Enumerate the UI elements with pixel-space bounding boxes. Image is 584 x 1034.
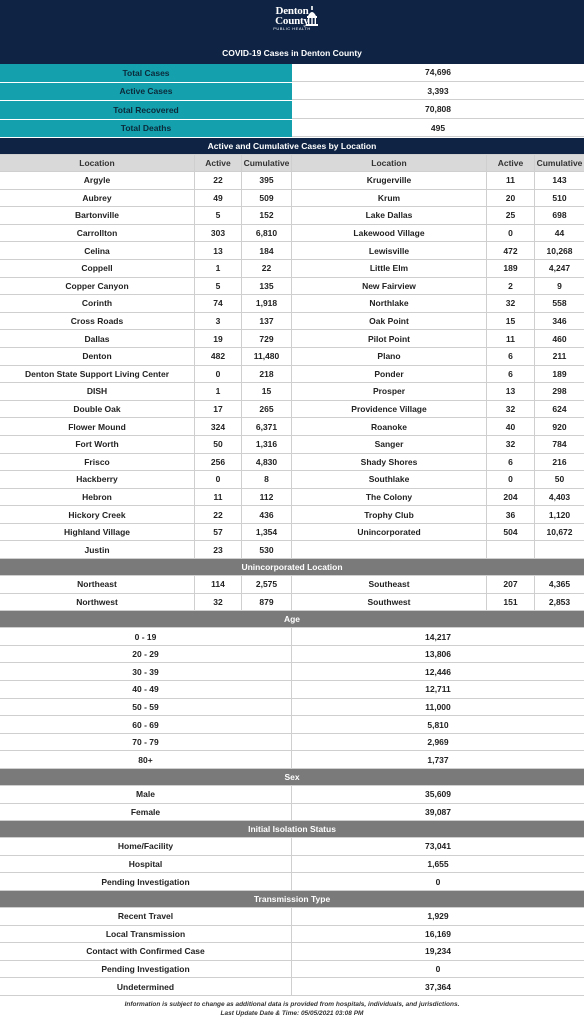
location-name: Coppell xyxy=(0,260,195,277)
cumulative-count: 8 xyxy=(242,471,292,488)
table-row xyxy=(0,295,584,313)
location-name: Little Elm xyxy=(292,260,487,277)
cumulative-count: 22 xyxy=(242,260,292,277)
cumulative-count: 879 xyxy=(242,594,292,611)
row-label: Local Transmission xyxy=(0,926,292,943)
cumulative-count: 189 xyxy=(552,368,567,379)
table-row xyxy=(0,401,584,419)
summary-label: Total Recovered xyxy=(0,101,292,119)
active-count: 13 xyxy=(487,383,535,400)
table-row xyxy=(0,856,584,874)
column-header: Cumulative xyxy=(242,155,292,171)
cumulative-count: 9 xyxy=(557,280,562,291)
row-value: 11,000 xyxy=(425,701,451,712)
active-count: 32 xyxy=(487,295,535,312)
summary-table xyxy=(0,64,584,138)
location-name: Unincorporated xyxy=(292,524,487,541)
table-row xyxy=(0,471,584,489)
cumulative-count: 509 xyxy=(242,190,292,207)
active-count: 472 xyxy=(487,242,535,259)
active-count: 36 xyxy=(487,506,535,523)
dashboard-header xyxy=(0,0,584,64)
summary-value: 74,696 xyxy=(292,64,584,82)
location-column-headers xyxy=(0,155,584,172)
cumulative-count xyxy=(535,541,584,558)
cumulative-count: 4,247 xyxy=(548,263,571,274)
cumulative-count: 4,365 xyxy=(548,579,571,590)
row-label: 20 - 29 xyxy=(0,646,292,663)
cumulative-count: 50 xyxy=(554,474,565,485)
location-name: Justin xyxy=(0,541,195,558)
location-name: DISH xyxy=(0,383,195,400)
page-title: COVID-19 Cases in Denton County xyxy=(222,48,362,58)
active-count: 2 xyxy=(487,278,535,295)
table-row xyxy=(0,961,584,979)
location-name: Highland Village xyxy=(0,524,195,541)
location-name: Sanger xyxy=(292,436,487,453)
cumulative-count: 729 xyxy=(242,330,292,347)
table-row xyxy=(0,663,584,681)
cumulative-count: 920 xyxy=(552,421,567,432)
column-header: Active xyxy=(195,155,242,171)
column-header: Cumulative xyxy=(536,158,583,168)
active-count: 0 xyxy=(195,366,242,383)
table-row xyxy=(0,242,584,260)
active-count: 3 xyxy=(195,313,242,330)
location-name: Krugerville xyxy=(292,172,487,189)
table-row xyxy=(0,943,584,961)
active-count: 11 xyxy=(195,489,242,506)
location-name: Aubrey xyxy=(0,190,195,207)
row-label: Home/Facility xyxy=(0,838,292,855)
table-row xyxy=(0,506,584,524)
cumulative-count: 1,354 xyxy=(242,524,292,541)
active-count: 74 xyxy=(195,295,242,312)
table-row xyxy=(0,594,584,612)
location-name: Krum xyxy=(292,190,487,207)
denton-county-logo xyxy=(0,6,584,31)
location-name: Pilot Point xyxy=(292,330,487,347)
cumulative-count: 218 xyxy=(242,366,292,383)
table-row xyxy=(0,313,584,331)
table-row xyxy=(0,541,584,559)
column-header: Location xyxy=(292,155,487,171)
row-label: Recent Travel xyxy=(0,908,292,925)
cumulative-count: 784 xyxy=(552,439,567,450)
active-count: 0 xyxy=(487,225,535,242)
cumulative-count: 4,830 xyxy=(242,454,292,471)
active-count: 32 xyxy=(487,401,535,418)
active-count: 11 xyxy=(487,172,535,189)
table-row xyxy=(0,873,584,891)
table-row xyxy=(0,330,584,348)
table-row xyxy=(0,576,584,594)
active-count: 5 xyxy=(195,278,242,295)
location-name: Cross Roads xyxy=(0,313,195,330)
active-count: 40 xyxy=(487,418,535,435)
location-name: Southwest xyxy=(292,594,487,611)
location-name xyxy=(292,541,487,558)
cumulative-count: 530 xyxy=(242,541,292,558)
row-value: 1,655 xyxy=(427,859,449,870)
active-count: 204 xyxy=(487,489,535,506)
active-count: 22 xyxy=(195,506,242,523)
active-count: 49 xyxy=(195,190,242,207)
row-value: 12,446 xyxy=(425,666,451,677)
summary-row xyxy=(0,101,584,120)
location-name: Hackberry xyxy=(0,471,195,488)
active-count: 19 xyxy=(195,330,242,347)
table-row xyxy=(0,838,584,856)
table-row xyxy=(0,172,584,190)
active-count: 32 xyxy=(195,594,242,611)
location-name: Copper Canyon xyxy=(0,278,195,295)
row-value: 5,810 xyxy=(427,719,449,730)
summary-row xyxy=(0,83,584,102)
location-name: Bartonville xyxy=(0,207,195,224)
section-heading-sex: Sex xyxy=(0,769,584,786)
location-table-body xyxy=(0,172,584,559)
active-count: 6 xyxy=(487,366,535,383)
summary-label: Total Deaths xyxy=(0,120,292,138)
footer-disclaimer: Information is subject to change as additional data is provided from hospitals, individuals, and jurisdictions. xyxy=(124,1000,460,1008)
summary-row xyxy=(0,120,584,139)
row-value: 13,806 xyxy=(425,649,451,660)
active-count: 324 xyxy=(195,418,242,435)
table-row xyxy=(0,734,584,752)
column-header: Active xyxy=(487,155,535,171)
section-heading-isolation: Initial Isolation Status xyxy=(0,821,584,838)
active-count: 6 xyxy=(487,454,535,471)
row-value: 0 xyxy=(435,964,441,975)
summary-value: 3,393 xyxy=(292,83,584,101)
row-label: Female xyxy=(0,804,292,821)
isolation-table-body xyxy=(0,838,584,891)
row-value: 16,169 xyxy=(425,928,451,939)
row-value: 73,041 xyxy=(425,841,451,852)
cumulative-count: 11,480 xyxy=(242,348,292,365)
cumulative-count: 10,672 xyxy=(546,527,573,538)
cumulative-count: 44 xyxy=(554,228,565,239)
cumulative-count: 698 xyxy=(552,210,567,221)
table-row xyxy=(0,260,584,278)
location-name: Northeast xyxy=(0,576,195,593)
location-name: Corinth xyxy=(0,295,195,312)
table-row xyxy=(0,278,584,296)
active-count: 114 xyxy=(195,576,242,593)
location-name: Plano xyxy=(292,348,487,365)
cumulative-count: 1,918 xyxy=(242,295,292,312)
table-row xyxy=(0,524,584,542)
cumulative-count: 143 xyxy=(552,175,567,186)
cumulative-count: 15 xyxy=(242,383,292,400)
row-label: 80+ xyxy=(0,751,292,768)
cumulative-count: 137 xyxy=(242,313,292,330)
table-row xyxy=(0,926,584,944)
location-name: Denton xyxy=(0,348,195,365)
active-count: 6 xyxy=(487,348,535,365)
sex-table-body xyxy=(0,786,584,821)
row-label: Contact with Confirmed Case xyxy=(0,943,292,960)
active-count xyxy=(487,541,535,558)
cumulative-count: 211 xyxy=(552,351,567,362)
location-name: Double Oak xyxy=(0,401,195,418)
cumulative-count: 112 xyxy=(242,489,292,506)
table-row xyxy=(0,366,584,384)
summary-label: Active Cases xyxy=(0,83,292,101)
table-row xyxy=(0,699,584,717)
location-name: Carrollton xyxy=(0,225,195,242)
table-row xyxy=(0,454,584,472)
location-name: Hebron xyxy=(0,489,195,506)
row-value: 1,929 xyxy=(427,911,449,922)
location-name: Providence Village xyxy=(292,401,487,418)
active-count: 20 xyxy=(487,190,535,207)
table-row xyxy=(0,207,584,225)
active-count: 0 xyxy=(195,471,242,488)
location-name: Flower Mound xyxy=(0,418,195,435)
row-label: 0 - 19 xyxy=(0,628,292,645)
cumulative-count: 558 xyxy=(552,298,567,309)
location-name: Dallas xyxy=(0,330,195,347)
cumulative-count: 184 xyxy=(242,242,292,259)
cumulative-count: 216 xyxy=(552,456,567,467)
active-count: 25 xyxy=(487,207,535,224)
table-row xyxy=(0,786,584,804)
transmission-table-body xyxy=(0,908,584,996)
location-name: Ponder xyxy=(292,366,487,383)
cumulative-count: 460 xyxy=(552,333,567,344)
column-header: Location xyxy=(0,155,195,171)
row-label: Pending Investigation xyxy=(0,873,292,890)
active-count: 32 xyxy=(487,436,535,453)
location-name: Oak Point xyxy=(292,313,487,330)
cumulative-count: 4,403 xyxy=(548,491,571,502)
active-count: 5 xyxy=(195,207,242,224)
active-count: 17 xyxy=(195,401,242,418)
logo-line-1: Denton xyxy=(275,5,309,17)
row-value: 1,737 xyxy=(427,754,449,765)
location-name: Hickory Creek xyxy=(0,506,195,523)
table-row xyxy=(0,436,584,454)
section-heading-location: Active and Cumulative Cases by Location xyxy=(0,138,584,155)
active-count: 57 xyxy=(195,524,242,541)
location-name: Argyle xyxy=(0,172,195,189)
active-count: 13 xyxy=(195,242,242,259)
cumulative-count: 6,810 xyxy=(242,225,292,242)
table-row xyxy=(0,383,584,401)
location-name: Lewisville xyxy=(292,242,487,259)
table-row xyxy=(0,489,584,507)
active-count: 22 xyxy=(195,172,242,189)
table-row xyxy=(0,716,584,734)
row-value: 2,969 xyxy=(427,737,449,748)
location-name: Trophy Club xyxy=(292,506,487,523)
section-heading-transmission: Transmission Type xyxy=(0,891,584,908)
table-row xyxy=(0,681,584,699)
active-count: 482 xyxy=(195,348,242,365)
logo-line-2: County xyxy=(275,15,309,27)
table-row xyxy=(0,908,584,926)
table-row xyxy=(0,190,584,208)
summary-value: 495 xyxy=(292,120,584,138)
row-label: Male xyxy=(0,786,292,803)
cumulative-count: 624 xyxy=(552,404,567,415)
cumulative-count: 298 xyxy=(552,386,567,397)
location-name: New Fairview xyxy=(292,278,487,295)
summary-value: 70,808 xyxy=(292,101,584,119)
active-count: 504 xyxy=(487,524,535,541)
summary-label: Total Cases xyxy=(0,64,292,82)
cumulative-count: 152 xyxy=(242,207,292,224)
cumulative-count: 6,371 xyxy=(242,418,292,435)
row-label: Hospital xyxy=(0,856,292,873)
active-count: 50 xyxy=(195,436,242,453)
row-value: 39,087 xyxy=(425,806,451,817)
table-row xyxy=(0,628,584,646)
cumulative-count: 10,268 xyxy=(546,245,573,256)
section-heading-unincorporated: Unincorporated Location xyxy=(0,559,584,576)
unincorporated-table-body xyxy=(0,576,584,611)
active-count: 256 xyxy=(195,454,242,471)
row-label: Pending Investigation xyxy=(0,961,292,978)
cumulative-count: 395 xyxy=(242,172,292,189)
cumulative-count: 436 xyxy=(242,506,292,523)
location-name: Denton State Support Living Center xyxy=(0,366,195,383)
cumulative-count: 1,316 xyxy=(242,436,292,453)
row-label: Undetermined xyxy=(0,978,292,995)
cumulative-count: 2,575 xyxy=(242,576,292,593)
summary-row xyxy=(0,64,584,83)
cumulative-count: 510 xyxy=(552,192,567,203)
active-count: 207 xyxy=(487,576,535,593)
cumulative-count: 135 xyxy=(242,278,292,295)
cumulative-count: 346 xyxy=(552,316,567,327)
cumulative-count: 1,120 xyxy=(548,509,571,520)
location-name: Shady Shores xyxy=(292,454,487,471)
active-count: 15 xyxy=(487,313,535,330)
age-table-body xyxy=(0,628,584,769)
row-label: 50 - 59 xyxy=(0,699,292,716)
cumulative-count: 265 xyxy=(242,401,292,418)
location-name: The Colony xyxy=(292,489,487,506)
location-name: Lakewood Village xyxy=(292,225,487,242)
location-name: Southeast xyxy=(292,576,487,593)
location-name: Northwest xyxy=(0,594,195,611)
location-name: Celina xyxy=(0,242,195,259)
row-value: 0 xyxy=(435,876,441,887)
active-count: 1 xyxy=(195,383,242,400)
table-row xyxy=(0,804,584,822)
logo-line-3: PUBLIC HEALTH xyxy=(273,26,311,31)
location-name: Fort Worth xyxy=(0,436,195,453)
location-name: Lake Dallas xyxy=(292,207,487,224)
active-count: 189 xyxy=(487,260,535,277)
active-count: 1 xyxy=(195,260,242,277)
table-row xyxy=(0,751,584,769)
location-name: Prosper xyxy=(292,383,487,400)
row-label: 60 - 69 xyxy=(0,716,292,733)
row-label: 70 - 79 xyxy=(0,734,292,751)
active-count: 23 xyxy=(195,541,242,558)
row-value: 19,234 xyxy=(425,946,451,957)
location-name: Roanoke xyxy=(292,418,487,435)
row-label: 30 - 39 xyxy=(0,663,292,680)
active-count: 11 xyxy=(487,330,535,347)
table-row xyxy=(0,348,584,366)
location-name: Northlake xyxy=(292,295,487,312)
table-row xyxy=(0,418,584,436)
footer-last-update: Last Update Date & Time: 05/05/2021 03:08 PM xyxy=(220,1009,364,1017)
section-heading-age: Age xyxy=(0,611,584,628)
row-value: 12,711 xyxy=(425,684,451,695)
active-count: 0 xyxy=(487,471,535,488)
row-label: 40 - 49 xyxy=(0,681,292,698)
location-name: Southlake xyxy=(292,471,487,488)
footer xyxy=(0,996,584,1018)
table-row xyxy=(0,646,584,664)
active-count: 151 xyxy=(487,594,535,611)
row-value: 35,609 xyxy=(425,789,451,800)
table-row xyxy=(0,978,584,996)
row-value: 14,217 xyxy=(425,631,451,642)
row-value: 37,364 xyxy=(425,981,451,992)
cumulative-count: 2,853 xyxy=(548,596,571,607)
location-name: Frisco xyxy=(0,454,195,471)
active-count: 303 xyxy=(195,225,242,242)
table-row xyxy=(0,225,584,243)
